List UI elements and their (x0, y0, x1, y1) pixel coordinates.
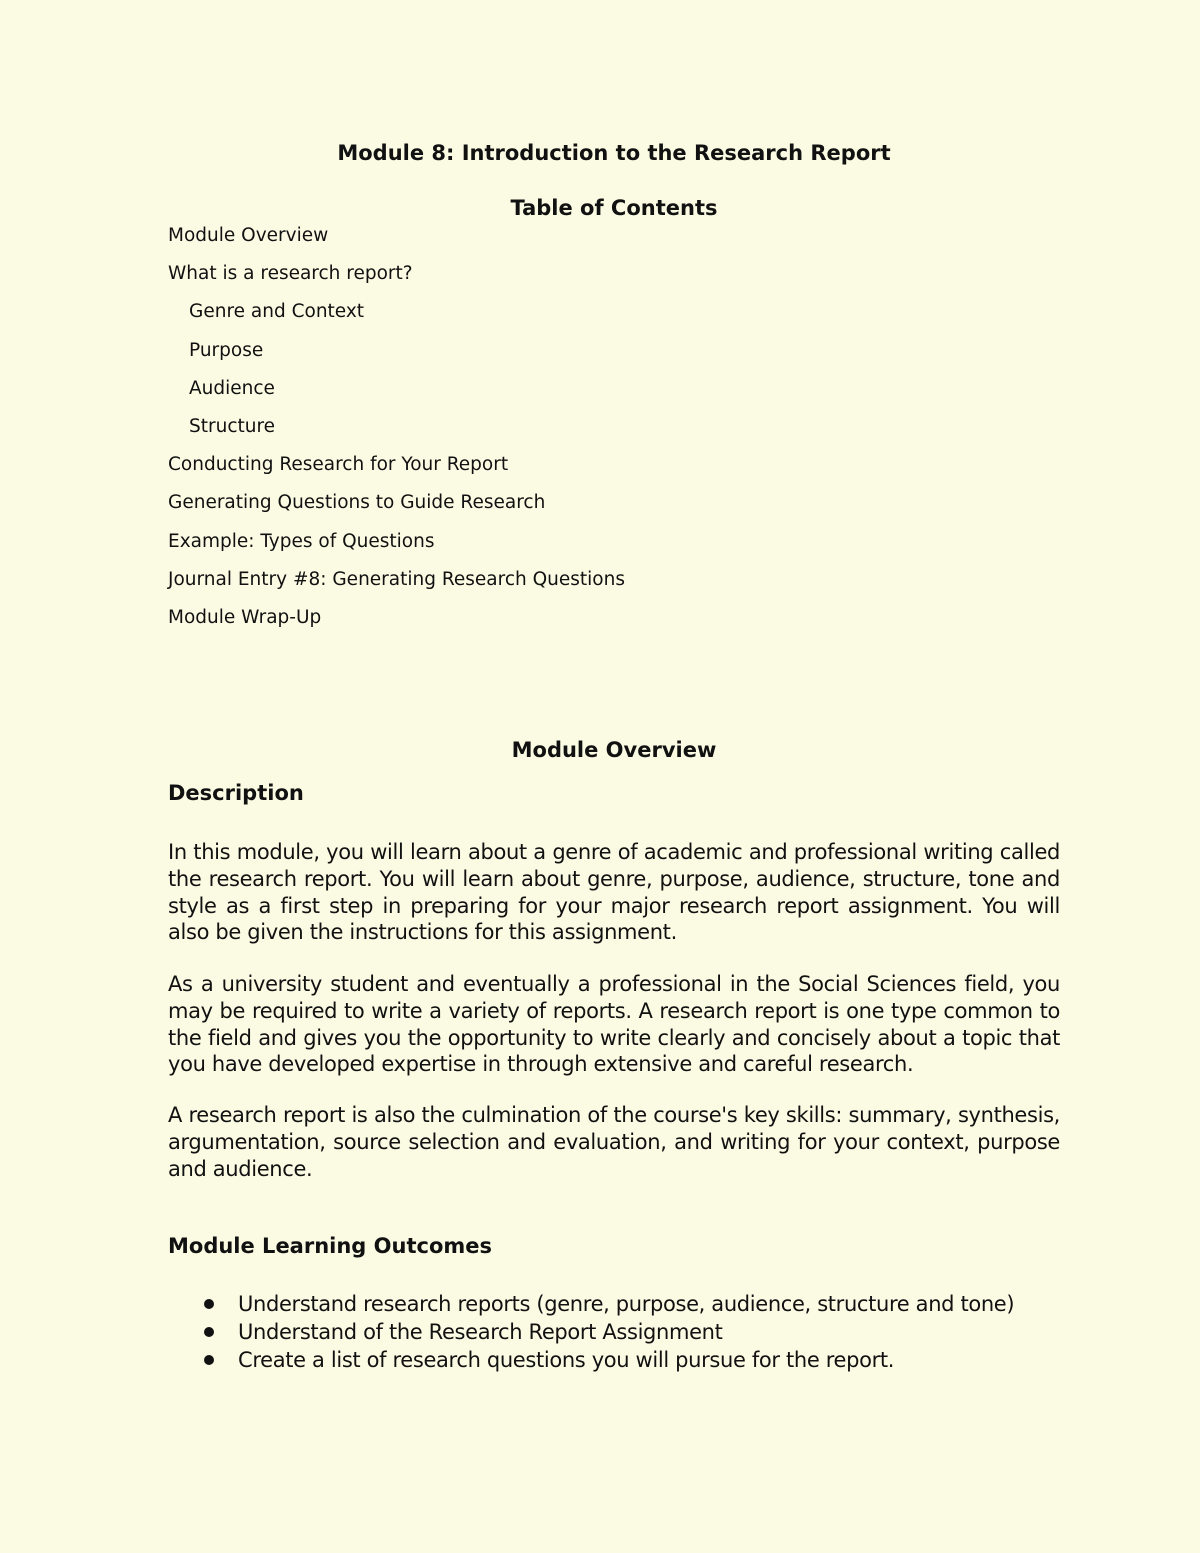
toc-item-example-types-of-questions[interactable]: Example: Types of Questions (168, 530, 435, 552)
toc-item-what-is-research-report[interactable]: What is a research report? (168, 263, 413, 285)
bullet-icon (204, 1299, 214, 1309)
learning-outcomes-heading: Module Learning Outcomes (168, 1234, 492, 1258)
bullet-icon (204, 1327, 214, 1337)
toc-item-audience[interactable]: Audience (189, 377, 275, 399)
document-title: Module 8: Introduction to the Research Report (337, 141, 891, 165)
outcome-text: Create a list of research questions you will pursue for the report. (238, 1348, 895, 1373)
learning-outcomes-list (168, 1290, 1014, 1375)
toc-item-conducting-research[interactable]: Conducting Research for Your Report (168, 454, 509, 476)
module-overview-heading: Module Overview (511, 738, 717, 762)
toc-item-module-wrap-up[interactable]: Module Wrap-Up (168, 606, 322, 628)
description-paragraph-2: As a university student and eventually a professional in the Social Sciences field, you may be required to write a variety of reports. A research report is one type common to the field and gives you the opportunity to write clearly and concisely about a topic that you have developed expertise in through extensive and careful research. (168, 972, 1060, 1077)
toc-item-genre-and-context[interactable]: Genre and Context (189, 301, 365, 323)
list-item (168, 1318, 1014, 1346)
bullet-icon (204, 1355, 214, 1365)
list-item (168, 1346, 1014, 1374)
list-item (168, 1290, 1014, 1318)
outcome-text: Understand research reports (genre, purpose, audience, structure and tone) (238, 1292, 1015, 1316)
outcome-text: Understand of the Research Report Assignment (238, 1320, 723, 1345)
description-heading: Description (168, 781, 304, 805)
toc-item-module-overview[interactable]: Module Overview (168, 225, 329, 246)
toc-item-journal-entry-8[interactable]: Journal Entry #8: Generating Research Questions (168, 568, 625, 590)
table-of-contents (168, 223, 625, 643)
description-paragraph-1: In this module, you will learn about a genre of academic and professional writing called the research report. You will learn about genre, purpose, audience, structure, tone and style as a first step in preparing for your major research report assignment. You will also be given the instructions for this assignment. (168, 840, 1060, 945)
toc-item-generating-questions[interactable]: Generating Questions to Guide Research (168, 492, 546, 514)
description-paragraph-3: A research report is also the culmination of the course's key skills: summary, synthesis, argumentation, source selection and evaluation, and writing for your context, purpose and audience. (168, 1103, 1060, 1181)
toc-item-purpose[interactable]: Purpose (189, 339, 264, 361)
toc-item-structure[interactable]: Structure (189, 415, 276, 437)
toc-heading: Table of Contents (510, 196, 718, 220)
